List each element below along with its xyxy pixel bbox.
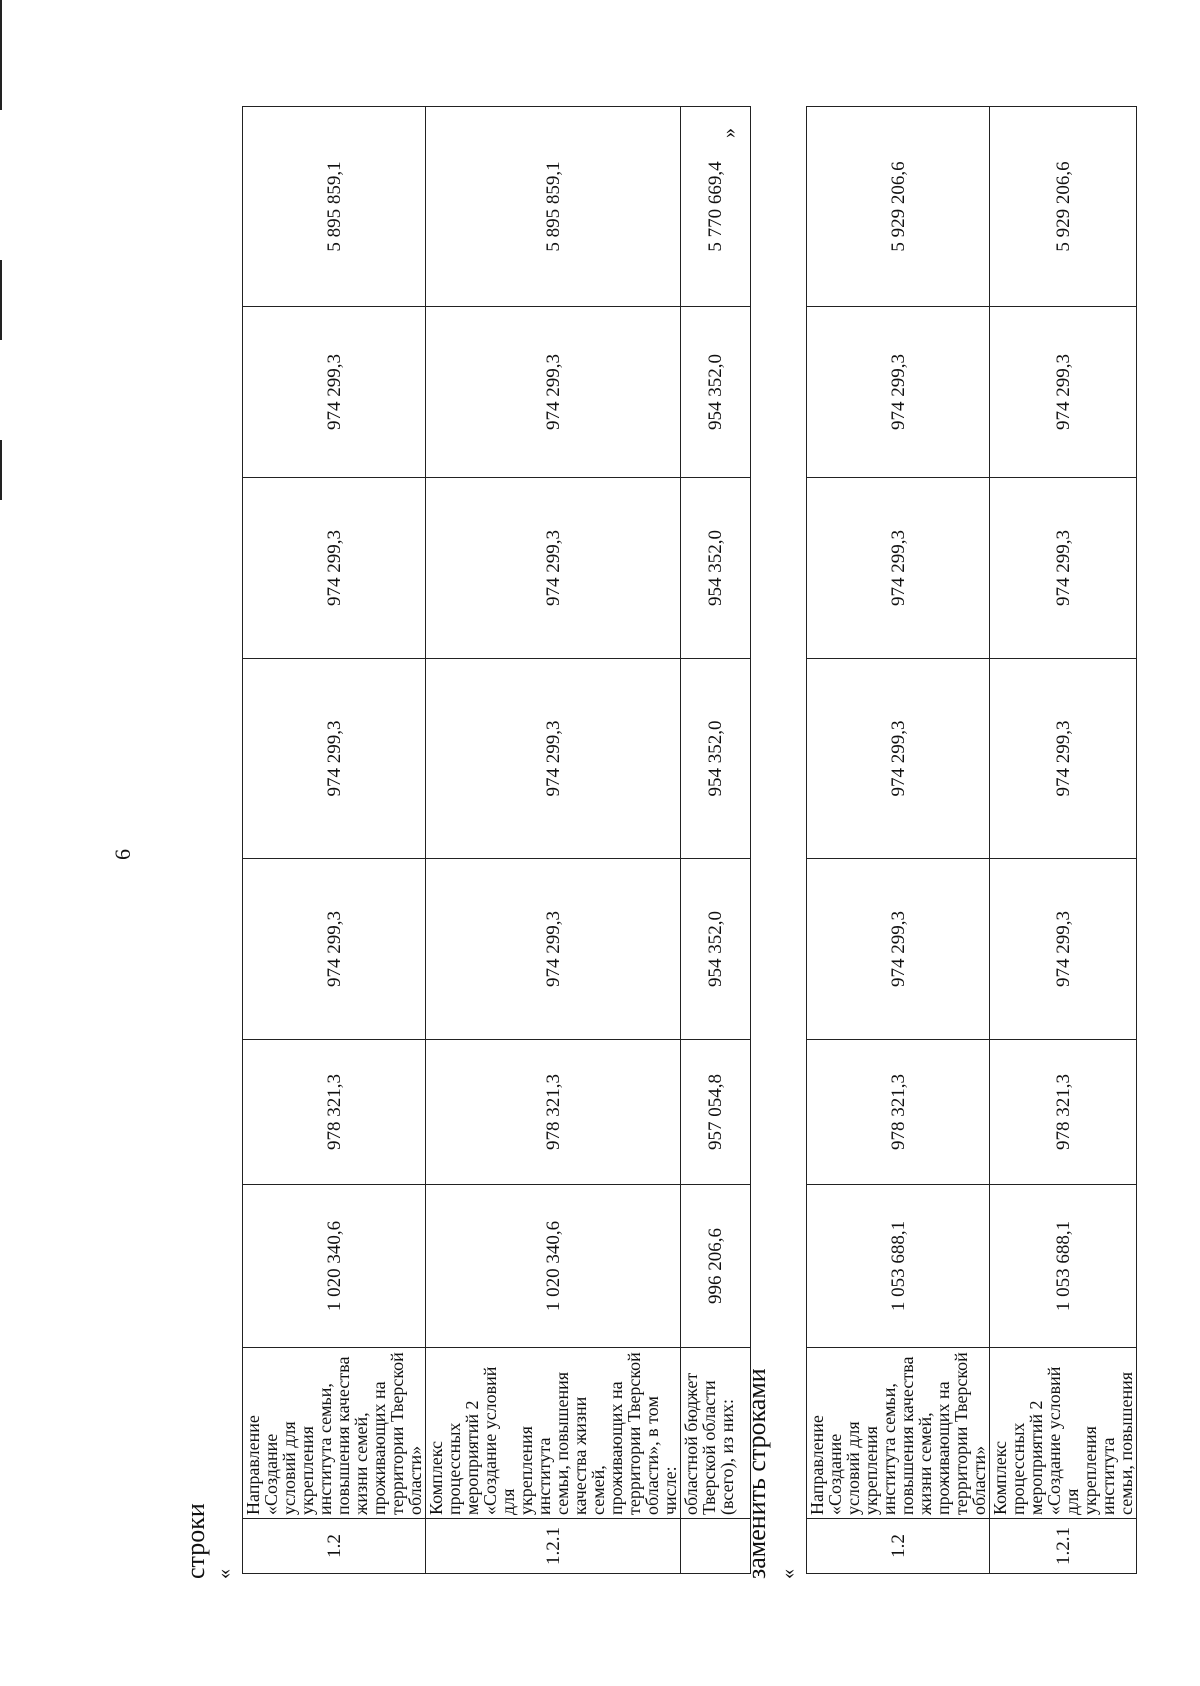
table-row: [681, 107, 751, 1574]
total-cell: 5 929 206,6: [807, 107, 990, 307]
value-cell: 974 299,3: [807, 307, 990, 478]
value-cell: 974 299,3: [807, 859, 990, 1040]
value-cell: 974 299,3: [243, 859, 426, 1040]
value-cell: 954 352,0: [681, 859, 751, 1040]
value-cell: 974 299,3: [426, 659, 681, 859]
total-cell: 5 895 859,1: [243, 107, 426, 307]
closing-quote-top: »: [718, 128, 740, 138]
label-replace-rows: заменить строками: [742, 1368, 771, 1579]
value-cell: 974 299,3: [990, 659, 1137, 859]
row-name: Направление «Создание условий для укрепления института семьи, повышения качества жизни семей, проживающих на территории Тверской области»: [243, 1348, 426, 1519]
row-code: 1.2.1: [426, 1519, 681, 1574]
table-row: [807, 107, 990, 1574]
value-cell: 974 299,3: [990, 307, 1137, 478]
row-code: 1.2: [243, 1519, 426, 1574]
value-cell: 974 299,3: [426, 307, 681, 478]
value-cell: 974 299,3: [243, 659, 426, 859]
value-cell: 974 299,3: [243, 478, 426, 659]
value-cell: 954 352,0: [681, 659, 751, 859]
opening-quote-bottom: «: [777, 1569, 799, 1579]
value-cell: 974 299,3: [807, 659, 990, 859]
row-name: областной бюджет Тверской области (всего), из них:: [681, 1348, 751, 1519]
value-cell: 1 020 340,6: [243, 1185, 426, 1348]
row-name: Комплекс процессных мероприятий 2 «Создание условий для укрепления института семьи, повышения: [990, 1348, 1137, 1519]
value-cell: 1 053 688,1: [990, 1185, 1137, 1348]
page-number: 6: [110, 849, 135, 860]
value-cell: 974 299,3: [990, 478, 1137, 659]
value-cell: 974 299,3: [426, 859, 681, 1040]
value-cell: 978 321,3: [426, 1040, 681, 1185]
total-cell: 5 929 206,6: [990, 107, 1137, 307]
table-old-rows: [242, 106, 751, 1574]
table-new-rows: [806, 106, 1137, 1574]
value-cell: 978 321,3: [807, 1040, 990, 1185]
value-cell: 1 020 340,6: [426, 1185, 681, 1348]
value-cell: 974 299,3: [990, 859, 1137, 1040]
value-cell: 974 299,3: [426, 478, 681, 659]
row-code: [681, 1519, 751, 1574]
total-cell: 5 895 859,1: [426, 107, 681, 307]
value-cell: 954 352,0: [681, 478, 751, 659]
value-cell: 974 299,3: [807, 478, 990, 659]
value-cell: 978 321,3: [243, 1040, 426, 1185]
table-row: [243, 107, 426, 1574]
table-row: [426, 107, 681, 1574]
row-name: Направление «Создание условий для укрепления института семьи, повышения качества жизни семей, проживающих на территории Тверской области»: [807, 1348, 990, 1519]
opening-quote-top: «: [213, 1569, 235, 1579]
value-cell: 957 054,8: [681, 1040, 751, 1185]
row-name: Комплекс процессных мероприятий 2 «Создание условий для укрепления института семьи, повышения качества жизни семей, проживающих на территории Тверской области», в том числе:: [426, 1348, 681, 1519]
value-cell: 954 352,0: [681, 307, 751, 478]
total-cell: 5 770 669,4: [681, 107, 751, 307]
value-cell: 996 206,6: [681, 1185, 751, 1348]
label-rows: строки: [181, 1503, 210, 1579]
row-code: 1.2: [807, 1519, 990, 1574]
value-cell: 978 321,3: [990, 1040, 1137, 1185]
value-cell: 1 053 688,1: [807, 1185, 990, 1348]
value-cell: 974 299,3: [243, 307, 426, 478]
row-code: 1.2.1: [990, 1519, 1137, 1574]
table-row: [990, 107, 1137, 1574]
